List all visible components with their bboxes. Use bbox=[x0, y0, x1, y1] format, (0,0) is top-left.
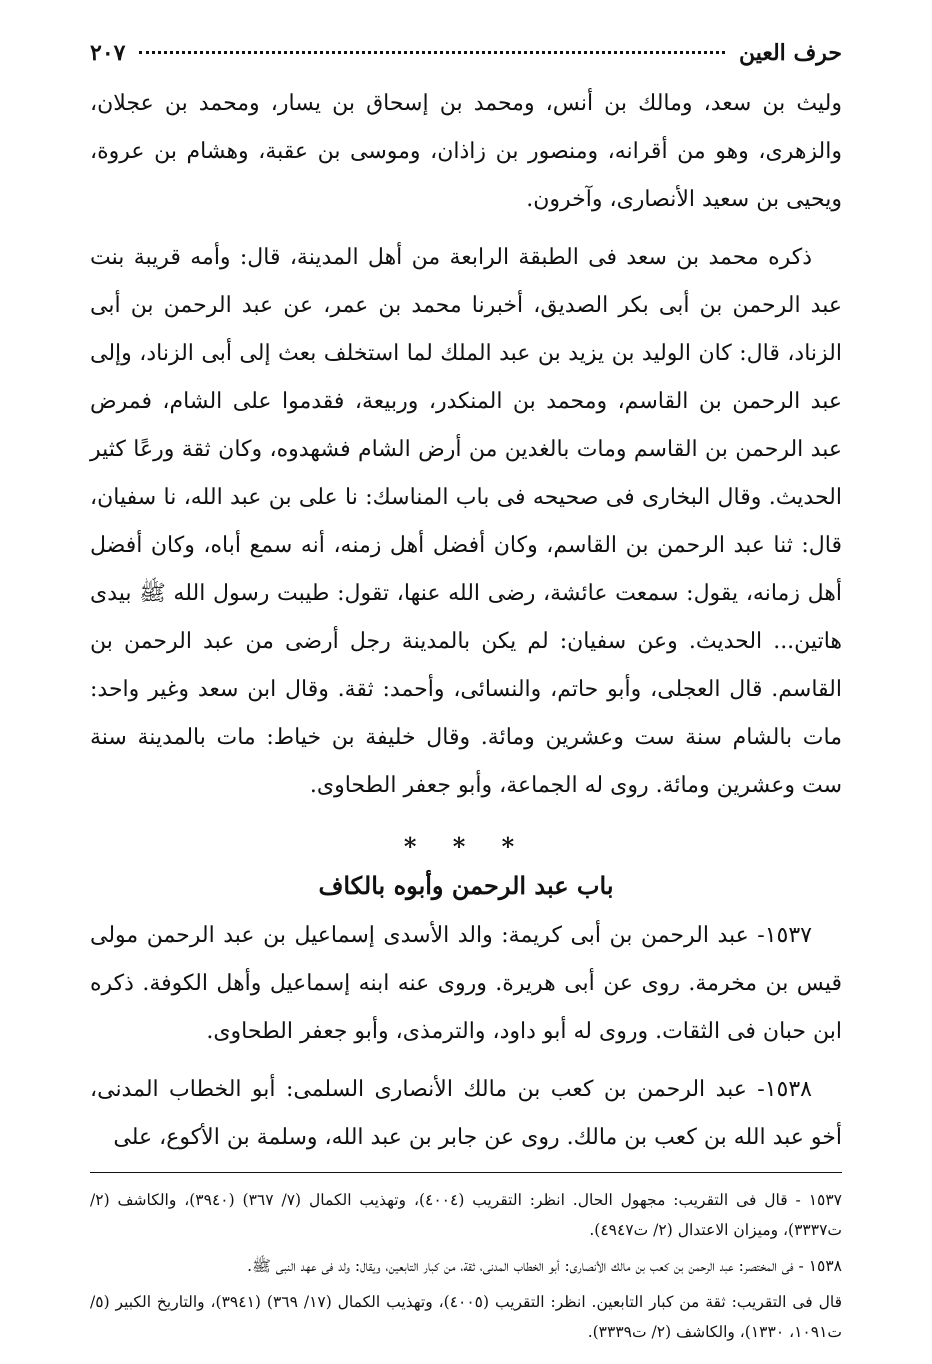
footnote: ١٥٣٧ - قال فى التقريب: مجهول الحال. انظر: التقريب (٤٠٠٤)، وتهذيب الكمال (٧/ ٣٦٧) (٣٩٤٠)، والكاشف (٢/ ت٣٣٣٧)، وميزان الاعتدال (٢/ ت٤٩٤٧). bbox=[90, 1191, 842, 1239]
section-separator: * * * bbox=[403, 832, 529, 861]
paragraph: ذكره محمد بن سعد فى الطبقة الرابعة من أهل المدينة، قال: وأمه قريبة بنت عبد الرحمن بن أبى بكر الصديق، أخبرنا محمد بن عمر، عن عبد الرحمن بن أبى الزناد، قال: كان الوليد بن يزيد بن عبد الملك لما استخلف بعث إلى أبى الزناد، وإلى عبد الرحمن بن القاسم، ومحمد بن المنكدر، وربيعة، فقدموا على الشام، فمرض عبد الرحمن بن القاسم ومات بالغدين من أرض الشام فشهدوه، وكان ثقة ورعًا كثير الحديث. وقال البخارى فى صحيحه فى باب المناسك: نا على بن عبد الله، نا سفيان، قال: ثنا عبد الرحمن بن القاسم، وكان أفضل أهل زمنه، أنه سمع أباه، وكان أفضل أهل زمانه، يقول: سمعت عائشة، رضى الله عنها، تقول: طيبت رسول الله ﷺ بيدى هاتين... الحديث. وعن سفيان: لم يكن بالمدينة رجل أرضى من عبد الرحمن بن القاسم. قال العجلى، وأبو حاتم، والنسائى، وأحمد: ثقة. وقال ابن سعد وغير واحد: مات بالشام سنة ست وعشرين ومائة. وقال خليفة بن خياط: مات بالمدينة سنة ست وعشرين ومائة. روى له الجماعة، وأبو جعفر الطحاوى. bbox=[90, 245, 842, 798]
running-header bbox=[90, 40, 842, 80]
main-text bbox=[90, 80, 842, 1162]
chapter-title: حرف العين bbox=[738, 40, 842, 66]
biography-entry: ١٥٣٧- عبد الرحمن بن أبى كريمة: والد الأسدى إسماعيل بن عبد الرحمن مولى قيس بن مخرمة. روى عن أبى هريرة. وروى عنه ابنه إسماعيل وأهل الكوفة. ذكره ابن حبان فى الثقات. وروى له أبو داود، والترمذى، وأبو جعفر الطحاوى. bbox=[90, 923, 842, 1044]
footnote: قال فى التقريب: ثقة من كبار التابعين. انظر: التقريب (٤٠٠٥)، وتهذيب الكمال (١٧/ ٣٦٩) (٣٩٤١)، والتاريخ الكبير (٥/ ت١٠٩١، ١٣٣٠)، والكاشف (٢/ ت٣٣٣٩). bbox=[90, 1293, 843, 1341]
header-leader-dots bbox=[139, 51, 725, 54]
paragraph: وليث بن سعد، ومالك بن أنس، ومحمد بن إسحاق بن يسار، ومحمد بن عجلان، والزهرى، وهو من أقرانه، ومنصور بن زاذان، وموسى بن عقبة، وهشام بن عروة، ويحيى بن سعيد الأنصارى، وآخرون. bbox=[90, 91, 842, 212]
footnote: ١٥٣٨ - فى المختصر: عبد الرحمن بن كعب بن مالك الأنصارى: أبو الخطاب المدنى، ثقة، من كبار التابعين، ويقال: ولد فى عهد النبى ﷺ. bbox=[247, 1257, 842, 1275]
biography-entry: ١٥٣٨- عبد الرحمن بن كعب بن مالك الأنصارى السلمى: أبو الخطاب المدنى، أخو عبد الله بن كعب بن مالك. روى عن جابر بن عبد الله، وسلمة بن الأكوع، على bbox=[90, 1077, 842, 1150]
footnotes bbox=[90, 1172, 842, 1347]
page-number: ٢٠٧ bbox=[90, 40, 126, 66]
section-heading: باب عبد الرحمن وأبوه بالكاف bbox=[318, 871, 614, 900]
